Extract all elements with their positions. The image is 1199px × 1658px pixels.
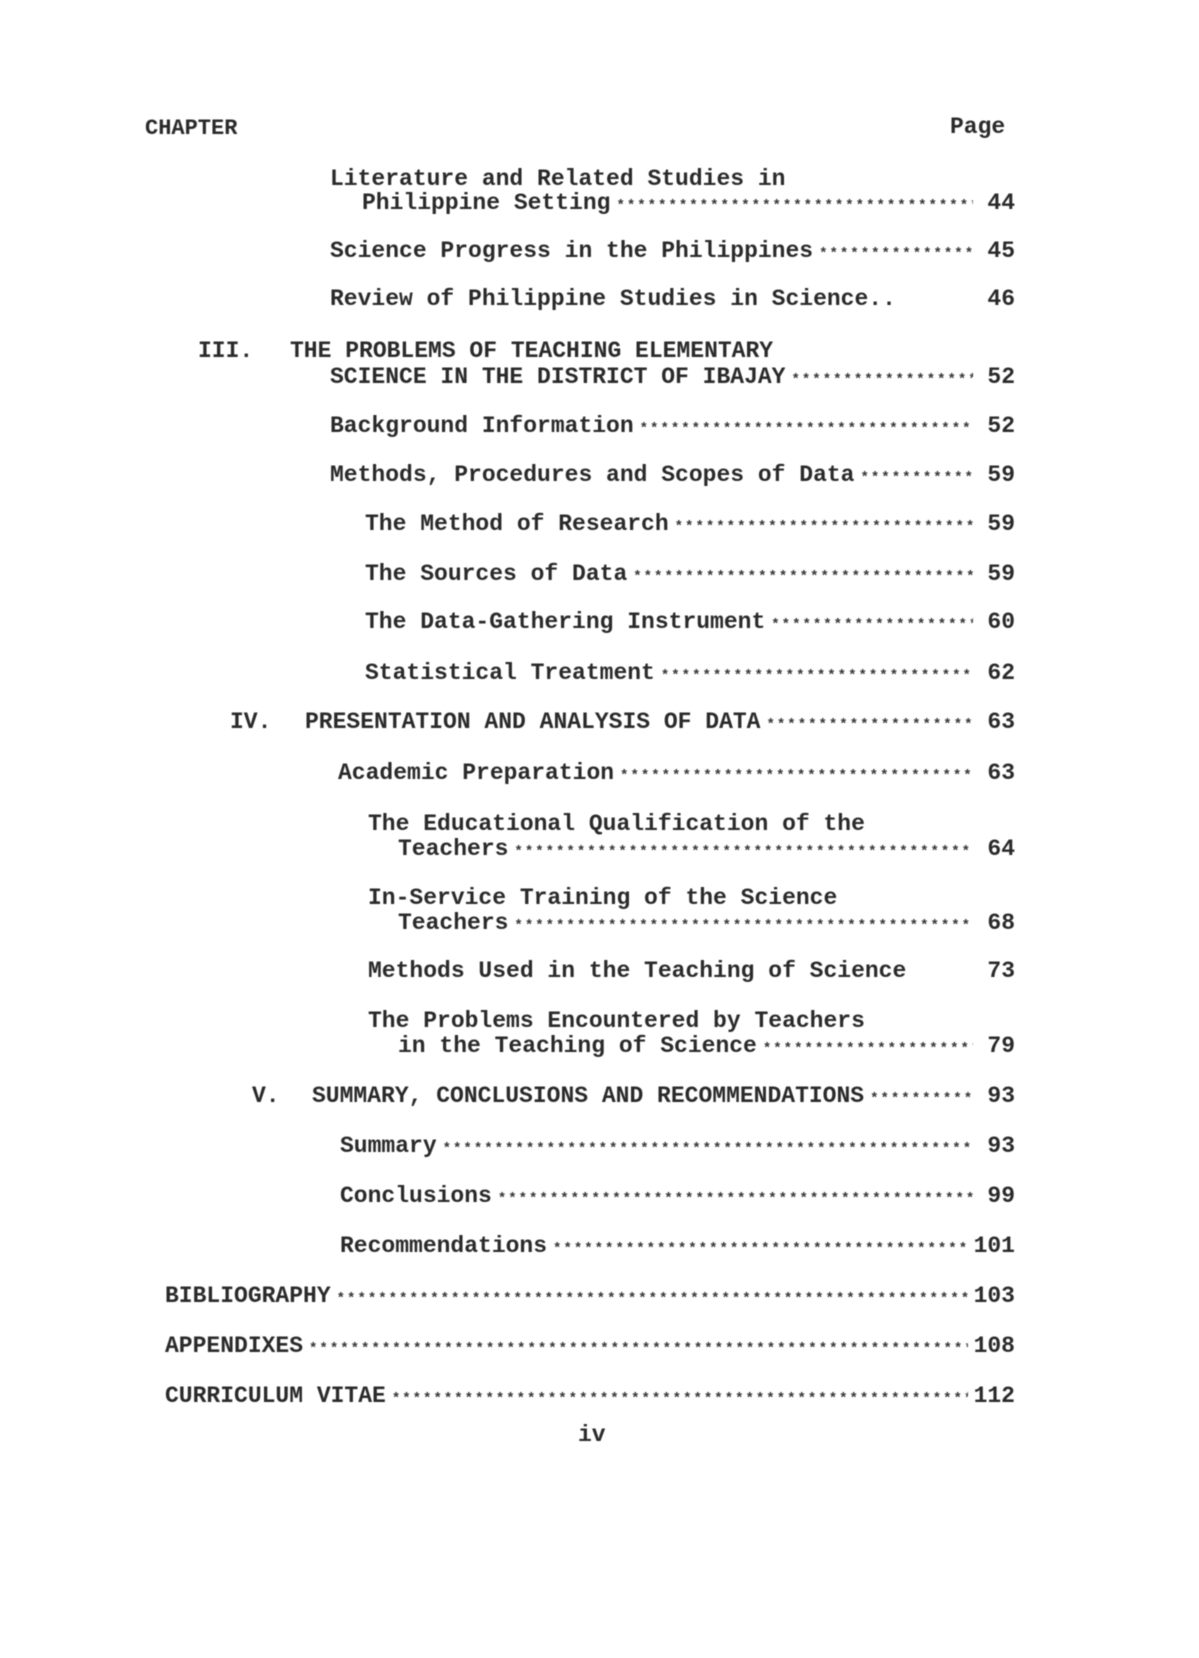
dot-leader [616, 193, 973, 219]
toc-page-number: 63 [987, 760, 1015, 786]
toc-entry-label: APPENDIXES [165, 1333, 304, 1359]
toc-entry-label: Methods Used in the Teaching of Science [368, 958, 907, 984]
toc-entry [330, 462, 1015, 491]
toc-entry [330, 238, 1015, 267]
toc-entry-label: Methods, Procedures and Scopes of Data [330, 462, 855, 488]
toc-entry [338, 760, 1015, 789]
toc-entry [365, 609, 1015, 638]
toc-entry-label: SCIENCE IN THE DISTRICT OF IBAJAY [330, 364, 786, 390]
chapter-numeral: V. [252, 1083, 280, 1109]
folio-page-number: iv [578, 1422, 606, 1448]
toc-entry [398, 910, 1015, 939]
chapter-numeral: III. [198, 338, 254, 364]
toc-page-number: 112 [973, 1383, 1015, 1409]
dot-leader [870, 1086, 973, 1112]
toc-entry-label: Philippine Setting [362, 190, 611, 216]
dot-leader [309, 1336, 968, 1362]
toc-entry-label: Recommendations [340, 1233, 548, 1259]
toc-entry [305, 709, 1015, 738]
dot-leader [763, 1036, 973, 1062]
toc-entry [340, 1133, 1015, 1162]
toc-page-number: 73 [987, 958, 1015, 984]
toc-entry-label: Conclusions [340, 1183, 492, 1209]
chapter-numeral: IV. [230, 709, 272, 735]
toc-entry [365, 660, 1015, 689]
dot-leader [620, 763, 973, 789]
toc-entry-line: THE PROBLEMS OF TEACHING ELEMENTARY [290, 338, 774, 364]
toc-page-number: 101 [973, 1233, 1015, 1259]
toc-page-number: 103 [973, 1283, 1015, 1309]
toc-entry-line: The Problems Encountered by Teachers [368, 1008, 865, 1034]
toc-entry-label: The Sources of Data [365, 561, 628, 587]
toc-page-number: 46 [987, 286, 1015, 312]
toc-page-number: 44 [987, 190, 1015, 216]
dot-leader [514, 839, 973, 865]
dot-leader [498, 1186, 973, 1212]
toc-page-number: 93 [987, 1083, 1015, 1109]
toc-entry-label: SUMMARY, CONCLUSIONS AND RECOMMENDATIONS [312, 1083, 865, 1109]
dot-leader [675, 514, 973, 540]
toc-page-number: 64 [987, 836, 1015, 862]
toc-page-number: 99 [987, 1183, 1015, 1209]
toc-entry-label: The Data-Gathering Instrument [365, 609, 766, 635]
dot-leader [819, 241, 973, 267]
toc-page-number: 60 [987, 609, 1015, 635]
dot-leader [766, 712, 973, 738]
toc-entry-label: Academic Preparation [338, 760, 615, 786]
dot-leader [633, 564, 973, 590]
dot-leader [661, 663, 973, 689]
dot-leader [514, 913, 973, 939]
toc-page-number: 108 [973, 1333, 1015, 1359]
toc-page-number: 59 [987, 462, 1015, 488]
toc-entry [398, 836, 1015, 865]
toc-entry [398, 1033, 1015, 1062]
toc-entry-label: PRESENTATION AND ANALYSIS OF DATA [305, 709, 761, 735]
toc-entry [330, 364, 1015, 393]
dot-leader [861, 465, 974, 491]
toc-entry-label: Summary [340, 1133, 437, 1159]
toc-page-number: 79 [987, 1033, 1015, 1059]
dot-leader [553, 1236, 968, 1262]
toc-entry [340, 1183, 1015, 1212]
toc-page-number: 59 [987, 561, 1015, 587]
dot-leader [640, 416, 973, 442]
toc-entry-line: The Educational Qualification of the [368, 811, 865, 837]
toc-page-number: 52 [987, 413, 1015, 439]
toc-entry-label: Background Information [330, 413, 634, 439]
toc-entry [365, 561, 1015, 590]
toc-entry-line: Literature and Related Studies in [330, 166, 786, 192]
toc-entry-label: Science Progress in the Philippines [330, 238, 814, 264]
toc-entry-label: in the Teaching of Science [398, 1033, 757, 1059]
toc-entry-label: BIBLIOGRAPHY [165, 1283, 331, 1309]
toc-entry [312, 1083, 1015, 1112]
toc-entry [165, 1333, 1015, 1362]
dot-leader [392, 1386, 968, 1412]
dot-leader [337, 1286, 968, 1312]
toc-entry [330, 286, 1015, 315]
dot-leader [443, 1136, 973, 1162]
toc-entry-label: Review of Philippine Studies in Science.. [330, 286, 896, 312]
toc-page-number: 62 [987, 660, 1015, 686]
toc-entry [362, 190, 1015, 219]
toc-entry-label: The Method of Research [365, 511, 669, 537]
toc-page-number: 63 [987, 709, 1015, 735]
toc-entry [165, 1283, 1015, 1312]
chapter-heading: CHAPTER [145, 116, 238, 141]
dot-leader [791, 367, 973, 393]
toc-page-number: 68 [987, 910, 1015, 936]
toc-entry-label: Statistical Treatment [365, 660, 655, 686]
toc-entry-label: Teachers [398, 910, 509, 936]
toc-entry-line: In-Service Training of the Science [368, 885, 838, 911]
toc-entry-label: Teachers [398, 836, 509, 862]
toc-entry [340, 1233, 1015, 1262]
toc-page-number: 52 [987, 364, 1015, 390]
toc-page-number: 59 [987, 511, 1015, 537]
dot-leader [771, 612, 973, 638]
toc-entry [330, 413, 1015, 442]
toc-page-number: 45 [987, 238, 1015, 264]
toc-entry-label: CURRICULUM VITAE [165, 1383, 386, 1409]
page-heading: Page [950, 114, 1006, 140]
toc-entry [368, 958, 1015, 987]
toc-entry [365, 511, 1015, 540]
toc-entry [165, 1383, 1015, 1412]
toc-page-number: 93 [987, 1133, 1015, 1159]
